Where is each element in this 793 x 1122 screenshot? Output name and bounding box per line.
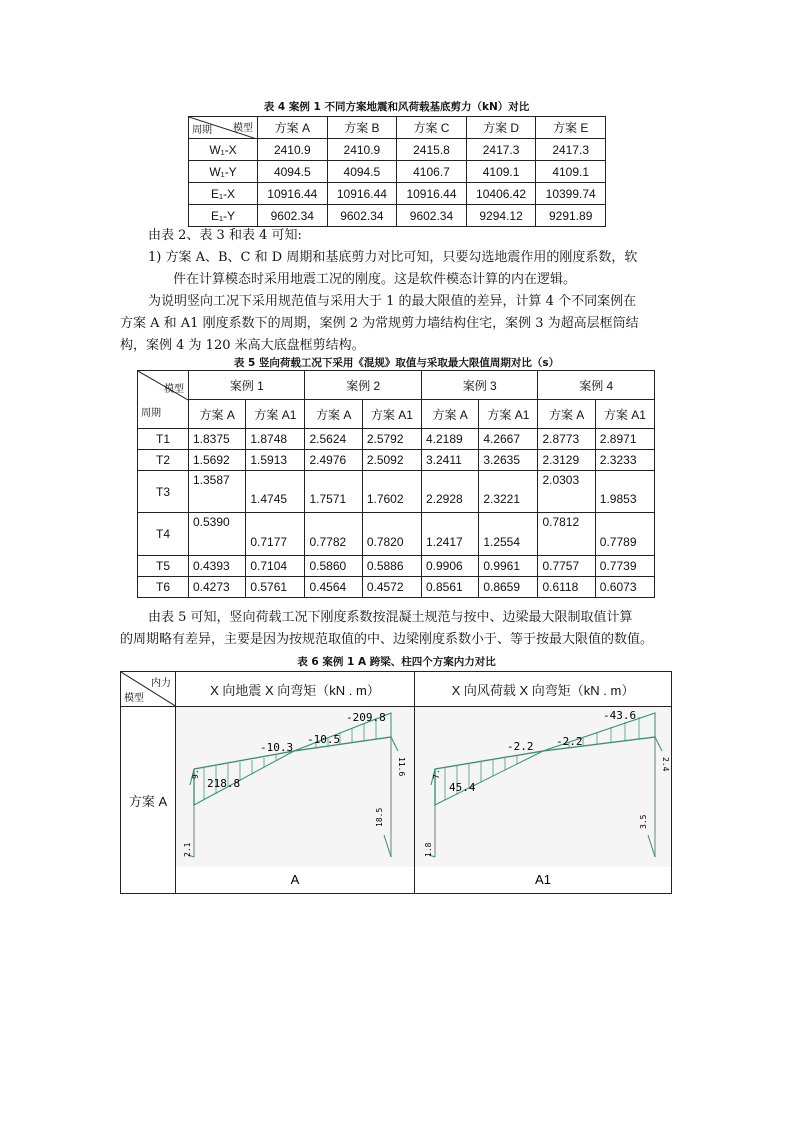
table-cell: 0.4572 <box>362 577 421 598</box>
table-row <box>138 471 655 513</box>
moment-label: -2.2 <box>556 735 583 748</box>
moment-label: 9. <box>191 769 200 779</box>
table5-subheader: 方案 A <box>305 400 362 429</box>
table-cell: 2.2928 <box>421 471 478 513</box>
table-cell: 0.6118 <box>538 577 595 598</box>
table4 <box>188 116 606 227</box>
table4-corner-bottom: 周期 <box>192 125 212 136</box>
table4-header: 方案 A <box>258 117 328 139</box>
moment-diagram-cell <box>176 707 415 894</box>
moment-diagram-a1 <box>415 707 671 893</box>
table-row <box>138 556 655 577</box>
row-label: E₁-X <box>189 183 258 205</box>
row-label: T1 <box>138 429 189 450</box>
moment-label: 3.5 <box>639 814 648 829</box>
table4-header: 方案 C <box>397 117 467 139</box>
table5-subheader: 方案 A <box>421 400 478 429</box>
moment-label: -10.3 <box>260 741 294 754</box>
table-cell: 9294.12 <box>466 205 536 227</box>
table-row <box>138 429 655 450</box>
table-cell: 10916.44 <box>327 183 397 205</box>
table5-corner-bottom: 周期 <box>141 408 161 419</box>
table5-corner-cell <box>138 371 189 429</box>
table-cell: 9291.89 <box>536 205 606 227</box>
moment-label: 45.4 <box>449 781 476 794</box>
table-row <box>138 450 655 471</box>
table-cell: 0.7757 <box>538 556 595 577</box>
table-cell: 0.7789 <box>595 513 654 556</box>
table-cell: 2415.8 <box>397 139 467 161</box>
table6-corner-bottom: 模型 <box>124 693 144 704</box>
table-cell: 2.5792 <box>362 429 421 450</box>
table4-caption: 表 4 案例 1 不同方案地震和风荷载基底剪力（kN）对比 <box>263 101 530 113</box>
table-row <box>121 707 672 894</box>
moment-diagram-cell <box>415 707 672 894</box>
moment-label: 7. <box>432 769 441 779</box>
table5-subheader: 方案 A1 <box>362 400 421 429</box>
table-cell: 4106.7 <box>397 161 467 183</box>
table5-subheader: 方案 A1 <box>595 400 654 429</box>
row-label: E₁-Y <box>189 205 258 227</box>
table-cell: 2.5092 <box>362 450 421 471</box>
table-cell: 2.3221 <box>479 471 538 513</box>
table-cell: 0.4393 <box>189 556 246 577</box>
table-cell: 0.7739 <box>595 556 654 577</box>
table-cell: 0.9961 <box>479 556 538 577</box>
table-cell: 1.9853 <box>595 471 654 513</box>
list-item-line: 1) 方案 A、B、C 和 D 周期和基底剪力对比可知，只要勾选地震作用的刚度系数，软 <box>148 250 638 265</box>
table5-caption: 表 5 竖向荷载工况下采用《混规》取值与采取最大限值周期对比（s） <box>233 357 560 369</box>
table-cell: 2.5624 <box>305 429 362 450</box>
table5-case-header: 案例 2 <box>305 371 421 400</box>
table-cell: 10406.42 <box>466 183 536 205</box>
table-cell: 0.5860 <box>305 556 362 577</box>
table-cell: 0.7104 <box>246 556 305 577</box>
table4-header: 方案 D <box>466 117 536 139</box>
paragraph-line: 构，案例 4 为 120 米高大底盘框剪结构。 <box>120 338 365 353</box>
table-row <box>138 513 655 556</box>
row-label: 方案 A <box>121 707 176 894</box>
moment-label: 1.8 <box>424 842 433 857</box>
moment-label: 11.6 <box>397 757 406 777</box>
table5 <box>137 370 655 598</box>
table6 <box>120 671 672 894</box>
table5-subheader: 方案 A <box>189 400 246 429</box>
table-cell: 1.8748 <box>246 429 305 450</box>
table5-case-header: 案例 1 <box>189 371 305 400</box>
table5-case-header: 案例 4 <box>538 371 655 400</box>
paragraph-line: 由表 5 可知，竖向荷载工况下刚度系数按混凝土规范与按中、边梁最大限制取值计算 <box>148 610 633 625</box>
table4-corner-top: 模型 <box>233 123 253 134</box>
table-cell: 1.8375 <box>189 429 246 450</box>
moment-diagram-a <box>176 707 414 893</box>
table6-header: X 向风荷载 X 向弯矩（kN . m） <box>415 672 672 707</box>
moment-label: -10.5 <box>307 733 341 746</box>
table6-corner-top: 内力 <box>151 678 171 689</box>
table-cell: 10916.44 <box>397 183 467 205</box>
table6-header: X 向地震 X 向弯矩（kN . m） <box>176 672 415 707</box>
table-cell: 3.2635 <box>479 450 538 471</box>
table-cell: 0.7820 <box>362 513 421 556</box>
table-cell: 4094.5 <box>327 161 397 183</box>
table-cell: 0.5761 <box>246 577 305 598</box>
table-cell: 0.5390 <box>189 513 246 556</box>
table5-subheader: 方案 A1 <box>246 400 305 429</box>
moment-label: -43.6 <box>603 709 637 722</box>
table-cell: 4.2667 <box>479 429 538 450</box>
table-cell: 1.5692 <box>189 450 246 471</box>
row-label: T6 <box>138 577 189 598</box>
diagram-caption: A <box>290 872 300 887</box>
table-cell: 9602.34 <box>397 205 467 227</box>
table-cell: 4109.1 <box>466 161 536 183</box>
table-cell: 1.2417 <box>421 513 478 556</box>
list-item-line: 件在计算模态时采用地震工况的刚度。这是软件模态计算的内在逻辑。 <box>173 272 577 287</box>
table5-subheader: 方案 A <box>538 400 595 429</box>
table-cell: 9602.34 <box>258 205 328 227</box>
table-cell: 1.3587 <box>189 471 246 513</box>
table-cell: 0.8561 <box>421 577 478 598</box>
table-cell: 2.8971 <box>595 429 654 450</box>
table-row <box>189 183 606 205</box>
table-row <box>189 161 606 183</box>
table-cell: 4094.5 <box>258 161 328 183</box>
row-label: T3 <box>138 471 189 513</box>
row-label: T5 <box>138 556 189 577</box>
table-cell: 0.5886 <box>362 556 421 577</box>
table-cell: 1.7602 <box>362 471 421 513</box>
table-cell: 10399.74 <box>536 183 606 205</box>
table4-header: 方案 E <box>536 117 606 139</box>
table-cell: 2.8773 <box>538 429 595 450</box>
row-label: T4 <box>138 513 189 556</box>
paragraph-line: 方案 A 和 A1 刚度系数下的周期，案例 2 为常规剪力墙结构住宅，案例 3 为超高层框筒结 <box>120 316 639 331</box>
table-cell: 4.2189 <box>421 429 478 450</box>
table-cell: 1.5913 <box>246 450 305 471</box>
table-row <box>189 139 606 161</box>
table-cell: 1.4745 <box>246 471 305 513</box>
table-cell: 0.9906 <box>421 556 478 577</box>
moment-label: 2.4 <box>661 757 670 772</box>
table-cell: 0.8659 <box>479 577 538 598</box>
table-cell: 2417.3 <box>466 139 536 161</box>
table5-case-header: 案例 3 <box>421 371 537 400</box>
table-cell: 1.7571 <box>305 471 362 513</box>
table-cell: 2.4976 <box>305 450 362 471</box>
row-label: W₁-X <box>189 139 258 161</box>
moment-label: -209.8 <box>346 711 386 724</box>
moment-label: 218.8 <box>207 777 241 790</box>
paragraph-line: 的周期略有差异，主要是因为按规范取值的中、边梁刚度系数小于、等于按最大限值的数值。 <box>120 632 654 647</box>
table-cell: 0.4564 <box>305 577 362 598</box>
table4-corner-cell <box>189 117 258 139</box>
table4-header: 方案 B <box>327 117 397 139</box>
diagram-caption: A1 <box>535 872 551 887</box>
table-cell: 1.2554 <box>479 513 538 556</box>
table-cell: 0.7812 <box>538 513 595 556</box>
table-cell: 9602.34 <box>327 205 397 227</box>
table5-corner-top: 模型 <box>164 384 184 395</box>
moment-label: 2.1 <box>183 842 192 857</box>
table-cell: 0.6073 <box>595 577 654 598</box>
moment-label: -2.2 <box>507 740 534 753</box>
table-row <box>138 577 655 598</box>
table-cell: 2410.9 <box>258 139 328 161</box>
table-cell: 2410.9 <box>327 139 397 161</box>
table-cell: 10916.44 <box>258 183 328 205</box>
table-cell: 2.0303 <box>538 471 595 513</box>
table-cell: 0.7782 <box>305 513 362 556</box>
table-cell: 2.3129 <box>538 450 595 471</box>
row-label: T2 <box>138 450 189 471</box>
table-row <box>189 205 606 227</box>
row-label: W₁-Y <box>189 161 258 183</box>
table6-corner-cell <box>121 672 176 707</box>
table-cell: 0.7177 <box>246 513 305 556</box>
table-cell: 2.3233 <box>595 450 654 471</box>
table-cell: 2417.3 <box>536 139 606 161</box>
table5-subheader: 方案 A1 <box>479 400 538 429</box>
paragraph-line: 为说明竖向工况下采用规范值与采用大于 1 的最大限值的差异，计算 4 个不同案例在 <box>148 294 637 309</box>
table6-caption: 表 6 案例 1 A 跨梁、柱四个方案内力对比 <box>297 656 496 668</box>
table-cell: 0.4273 <box>189 577 246 598</box>
table-cell: 4109.1 <box>536 161 606 183</box>
paragraph-line: 由表 2、表 3 和表 4 可知: <box>148 228 302 243</box>
moment-label: 18.5 <box>375 807 384 827</box>
table-cell: 3.2411 <box>421 450 478 471</box>
